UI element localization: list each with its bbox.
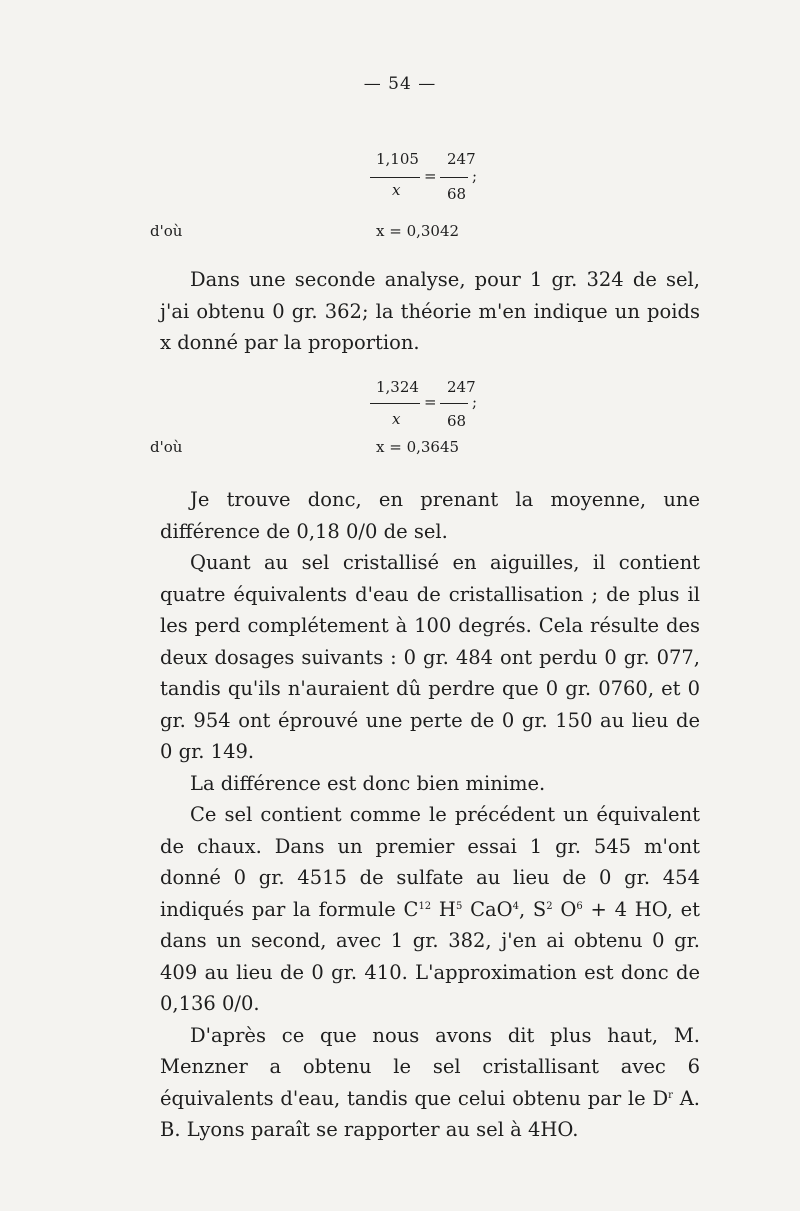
formula-h: H [431, 897, 456, 921]
paragraph-2: Je trouve donc, en prenant la moyenne, une différence de 0,18 0/0 de sel. [160, 488, 700, 543]
eq1-denominator-left: x [392, 181, 401, 199]
eq2-equals: = [424, 393, 437, 411]
eq1-numerator-left: 1,105 [376, 150, 419, 168]
eq2-denominator-right: 68 [447, 412, 467, 430]
paragraph-6 [160, 1020, 700, 1146]
formula-h-sup: 5 [455, 900, 463, 912]
formula-c: C [403, 897, 419, 921]
eq1-equals: = [424, 167, 437, 185]
paragraph-4: La différence est donc bien minime. [190, 771, 546, 795]
paragraph-5 [160, 799, 700, 1020]
paragraph-5-text-before: Ce sel contient comme le précédent un équivalent de chaux. Dans un premier essai 1 gr. 545 m'ont donné 0 gr. 4515 de sulfate au lieu de 0 gr. 454 indiqués par la formule [160, 803, 700, 921]
eq2-dou-label: d'où [150, 438, 183, 456]
body-text-block [160, 484, 700, 1146]
formula-inline [404, 898, 667, 921]
formula-s: , S [518, 897, 547, 921]
eq2-denominator-left: x [392, 410, 401, 428]
eq1-numerator-right: 247 [447, 150, 476, 168]
formula-c-sup: 12 [418, 900, 432, 912]
eq1-result: x = 0,3042 [376, 222, 460, 240]
eq1-denominator-right: 68 [447, 185, 467, 203]
eq1-fraction-bar-left [370, 177, 420, 178]
formula-rest: + 4 HO [582, 897, 667, 921]
eq2-result: x = 0,3645 [376, 438, 460, 456]
paragraph-1-block [160, 264, 700, 359]
paragraph-3: Quant au sel cristallisé en aiguilles, il contient quatre équivalents d'eau de cristallisation ; de plus il les perd complétement à 100 degrés. Cela résulte des deux dosages suivants : 0 gr. 484 ont perdu 0 gr. 077, tandis qu'ils n'auraient dû perdre que 0 gr. 0760, et 0 gr. 954 ont éprouvé une perte de 0 gr. 150 au lieu de 0 gr. 149. [160, 551, 700, 763]
formula-cao: CaO [462, 897, 513, 921]
eq2-fraction-bar-right [440, 403, 468, 404]
page-number: — 54 — [363, 74, 437, 94]
eq1-dou-label: d'où [150, 222, 183, 240]
dr-superscript: r [668, 1089, 673, 1101]
formula-o: O [552, 897, 577, 921]
equation-1 [0, 150, 800, 250]
paragraph-1: Dans une seconde analyse, pour 1 gr. 324 de sel, j'ai obtenu 0 gr. 362; la théorie m'en indique un poids x donné par la proportion. [160, 268, 700, 354]
eq2-fraction-bar-left [370, 403, 420, 404]
formula-o-sup: 6 [576, 900, 583, 912]
formula-s-sup: 2 [546, 900, 553, 912]
eq2-semicolon: ; [472, 393, 478, 411]
paragraph-6-text-before: D'après ce que nous avons dit plus haut, M. Menzner a obtenu le sel cristallisant avec 6 équivalents d'eau, tandis que celui obtenu par le D [160, 1023, 700, 1110]
formula-cao-sup: 4 [512, 900, 519, 912]
eq1-fraction-bar-right [440, 177, 468, 178]
eq2-numerator-left: 1,324 [376, 378, 419, 396]
eq1-semicolon: ; [472, 167, 478, 185]
eq2-numerator-right: 247 [447, 378, 476, 396]
paragraph-6-text-after: A. B. Lyons paraît se rapporter au sel à 4HO. [160, 1086, 700, 1141]
equation-2 [0, 378, 800, 468]
paragraph-5-text-after: , et dans un second, avec 1 gr. 382, j'en ai obtenu 0 gr. 409 au lieu de 0 gr. 410. L'approximation est donc de 0,136 0/0. [160, 897, 700, 1015]
